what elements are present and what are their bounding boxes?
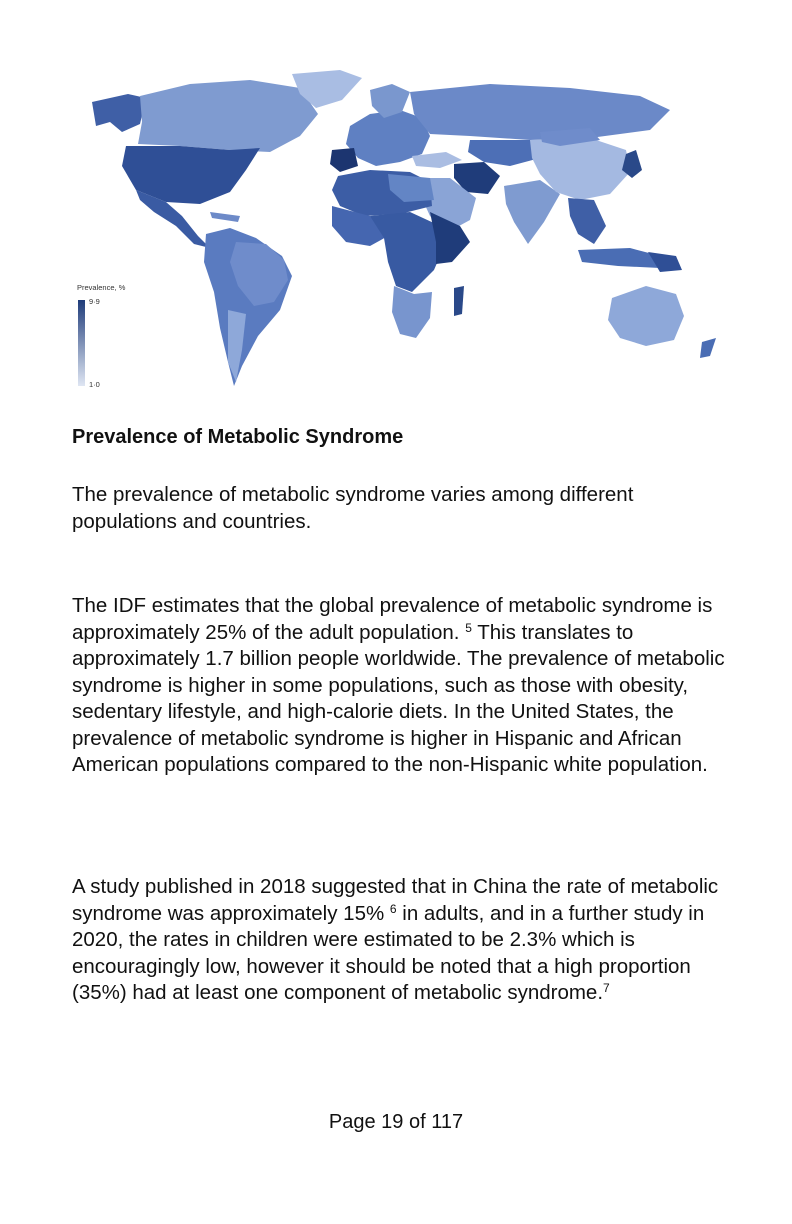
paragraph-text: The IDF estimates that the global prevalence of metabolic syndrome is approximately 25% of the adult population. (72, 594, 713, 644)
reference-7: 7 (603, 981, 610, 995)
reference-5: 5 (465, 620, 472, 635)
region-new-zealand (700, 338, 716, 358)
region-madagascar (454, 286, 464, 316)
world-map-graphic (70, 66, 725, 398)
region-iberia (330, 148, 358, 172)
legend-title: Prevalence, % (77, 283, 126, 292)
legend-color-scale (78, 300, 85, 386)
paragraph-idf-estimate (72, 593, 732, 779)
region-india (504, 180, 560, 244)
region-caribbean (210, 212, 240, 222)
region-central-asia (468, 140, 540, 166)
paragraph-text: This translates to approximately 1.7 billion people worldwide. The prevalence of metabolic syndrome is higher in some populations, such as those with obesity, sedentary lifestyle, and high-calorie diets. In the United States, the prevalence of metabolic syndrome is higher in Hispanic and African American populations compared to the non-Hispanic white population. (72, 620, 725, 776)
region-southern-africa (392, 286, 432, 338)
paragraph-text: A study published in 2018 suggested that in China the rate of metabolic syndrome was approximately 15% (72, 875, 719, 925)
paragraph-intro: The prevalence of metabolic syndrome varies among different populations and countries. (72, 483, 634, 533)
world-prevalence-map (70, 66, 725, 398)
legend-max-label: 9·9 (89, 297, 100, 306)
region-canada (138, 80, 318, 152)
region-australia (608, 286, 684, 346)
section-heading: Prevalence of Metabolic Syndrome (72, 426, 404, 448)
paragraph-text: in adults, and in a further study in 2020, the rates in children were estimated to be 2.3% which is encouragingly low, however it should be noted that a high proportion (35%) had at least one component of metabolic syndrome. (72, 901, 705, 1004)
region-russia (410, 84, 670, 140)
region-southeast-asia (568, 198, 606, 244)
legend-min-label: 1·0 (89, 380, 100, 389)
reference-6: 6 (389, 901, 397, 916)
paragraph-china-study (72, 874, 732, 1007)
page-number: Page 19 of 117 (328, 1111, 464, 1133)
region-alaska (92, 94, 146, 132)
